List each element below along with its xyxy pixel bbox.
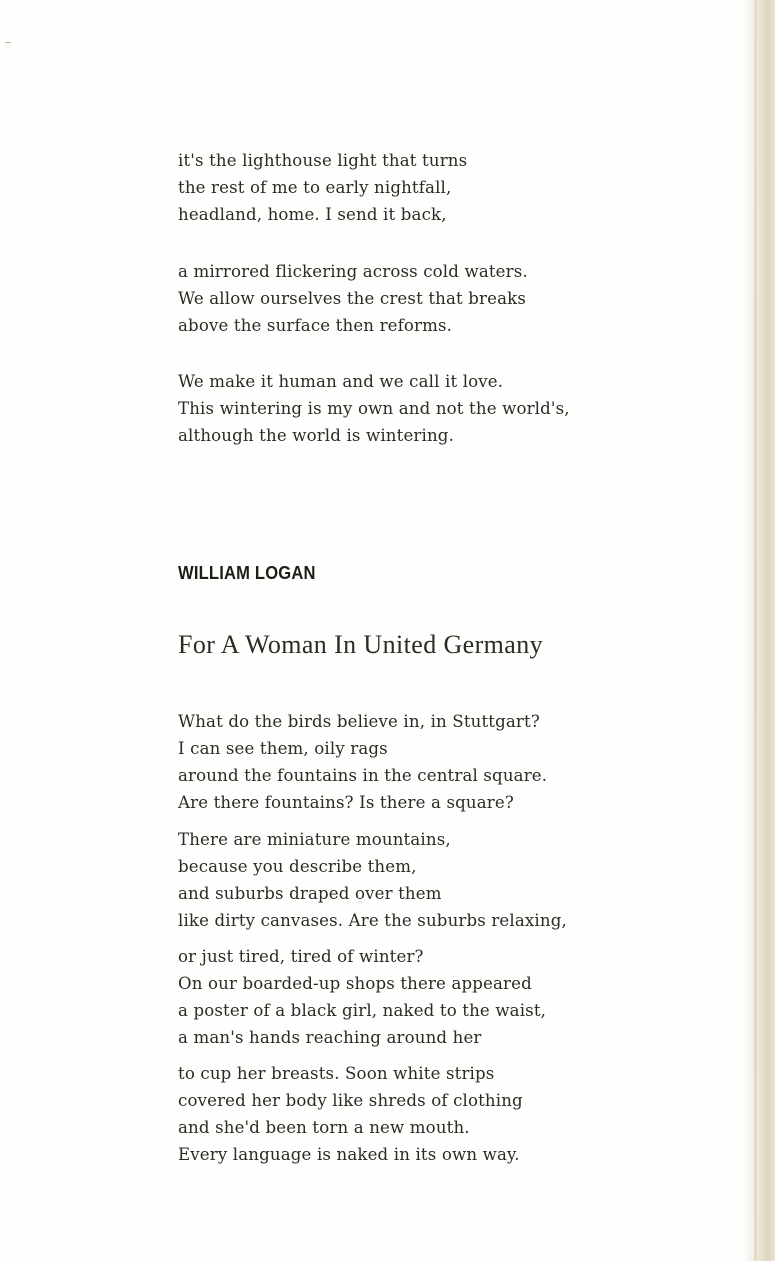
poem-line: There are miniature mountains, bbox=[178, 830, 451, 849]
margin-mark bbox=[5, 42, 11, 43]
stanza bbox=[178, 708, 547, 816]
poem-body bbox=[178, 1060, 523, 1168]
poem-line: because you describe them, bbox=[178, 857, 417, 876]
page-edge-shadow bbox=[754, 0, 757, 1261]
previous-poem bbox=[178, 258, 528, 339]
poem-line: a mirrored flickering across cold waters. bbox=[178, 262, 528, 281]
poem-line: and she'd been torn a new mouth. bbox=[178, 1118, 470, 1137]
poem-line: and suburbs draped over them bbox=[178, 884, 442, 903]
previous-poem bbox=[178, 368, 570, 449]
poem-line: Are there fountains? Is there a square? bbox=[178, 793, 514, 812]
poem-body bbox=[178, 708, 547, 816]
poem-line: it's the lighthouse light that turns bbox=[178, 151, 468, 170]
poem-body bbox=[178, 943, 546, 1051]
poem-line: a man's hands reaching around her bbox=[178, 1028, 482, 1047]
stanza bbox=[178, 826, 567, 934]
stanza bbox=[178, 258, 528, 339]
poem-line: above the surface then reforms. bbox=[178, 316, 453, 335]
poem-line: a poster of a black girl, naked to the waist, bbox=[178, 1001, 547, 1020]
poem-line: This wintering is my own and not the world's, bbox=[178, 399, 570, 418]
poem-line: covered her body like shreds of clothing bbox=[178, 1091, 523, 1110]
poem-line: We allow ourselves the crest that breaks bbox=[178, 289, 526, 308]
poem-line: around the fountains in the central square. bbox=[178, 766, 548, 785]
poem-body bbox=[178, 826, 567, 934]
poem-title: For A Woman In United Germany bbox=[178, 630, 544, 659]
poem-line: like dirty canvases. Are the suburbs relaxing, bbox=[178, 911, 567, 930]
poem-line: I can see them, oily rags bbox=[178, 739, 388, 758]
poem-line: to cup her breasts. Soon white strips bbox=[178, 1064, 495, 1083]
poem-line: or just tired, tired of winter? bbox=[178, 947, 424, 966]
poem-line: headland, home. I send it back, bbox=[178, 205, 447, 224]
author-name: WILLIAM LOGAN bbox=[178, 563, 316, 583]
poem-line: although the world is wintering. bbox=[178, 426, 455, 445]
poem-line: the rest of me to early nightfall, bbox=[178, 178, 452, 197]
page-edge bbox=[745, 0, 775, 1261]
stanza bbox=[178, 943, 546, 1051]
stanza bbox=[178, 1060, 523, 1168]
poem-line: We make it human and we call it love. bbox=[178, 372, 504, 391]
poem-line: What do the birds believe in, in Stuttgart? bbox=[178, 712, 540, 731]
previous-poem bbox=[178, 147, 467, 228]
poem-line: Every language is naked in its own way. bbox=[178, 1145, 520, 1164]
stanza bbox=[178, 368, 570, 449]
stanza bbox=[178, 147, 467, 228]
poem-line: On our boarded-up shops there appeared bbox=[178, 974, 532, 993]
